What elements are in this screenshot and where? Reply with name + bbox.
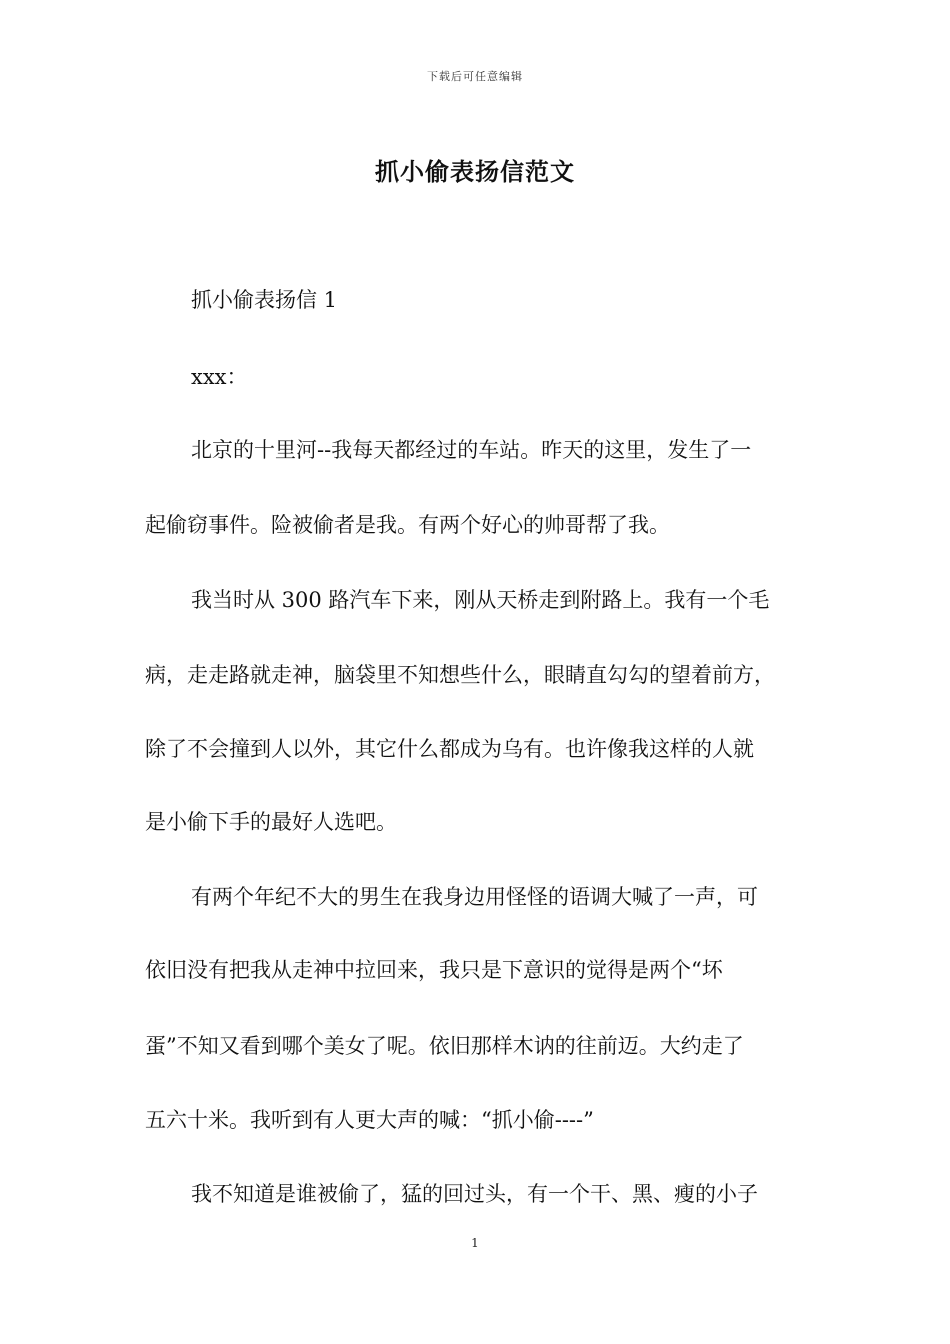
letter-heading: 抓小偷表扬信 1	[191, 288, 338, 312]
page-header-note: 下载后可任意编辑	[427, 70, 523, 83]
body-line: 病，走走路就走神，脑袋里不知想些什么，眼睛直勾勾的望着前方，	[145, 663, 775, 687]
body-line: 五六十米。我听到有人更大声的喊：“抓小偷----”	[145, 1108, 594, 1132]
salutation: xxx：	[191, 365, 248, 389]
body-line: 依旧没有把我从走神中拉回来，我只是下意识的觉得是两个“坏	[145, 958, 723, 982]
body-line: 起偷窃事件。险被偷者是我。有两个好心的帅哥帮了我。	[145, 513, 670, 537]
document-title: 抓小偷表扬信范文	[375, 157, 575, 186]
body-line: 是小偷下手的最好人选吧。	[145, 810, 397, 834]
page-number: 1	[471, 1236, 479, 1250]
body-line: 北京的十里河--我每天都经过的车站。昨天的这里，发生了一	[191, 438, 752, 462]
body-line: 我当时从 300 路汽车下来，刚从天桥走到附路上。我有一个毛	[191, 588, 770, 612]
body-line: 除了不会撞到人以外，其它什么都成为乌有。也许像我这样的人就	[145, 737, 754, 761]
body-line: 蛋”不知又看到哪个美女了呢。依旧那样木讷的往前迈。大约走了	[145, 1034, 744, 1058]
body-line: 我不知道是谁被偷了，猛的回过头，有一个干、黑、瘦的小子	[191, 1182, 758, 1206]
body-line: 有两个年纪不大的男生在我身边用怪怪的语调大喊了一声，可	[191, 885, 758, 909]
